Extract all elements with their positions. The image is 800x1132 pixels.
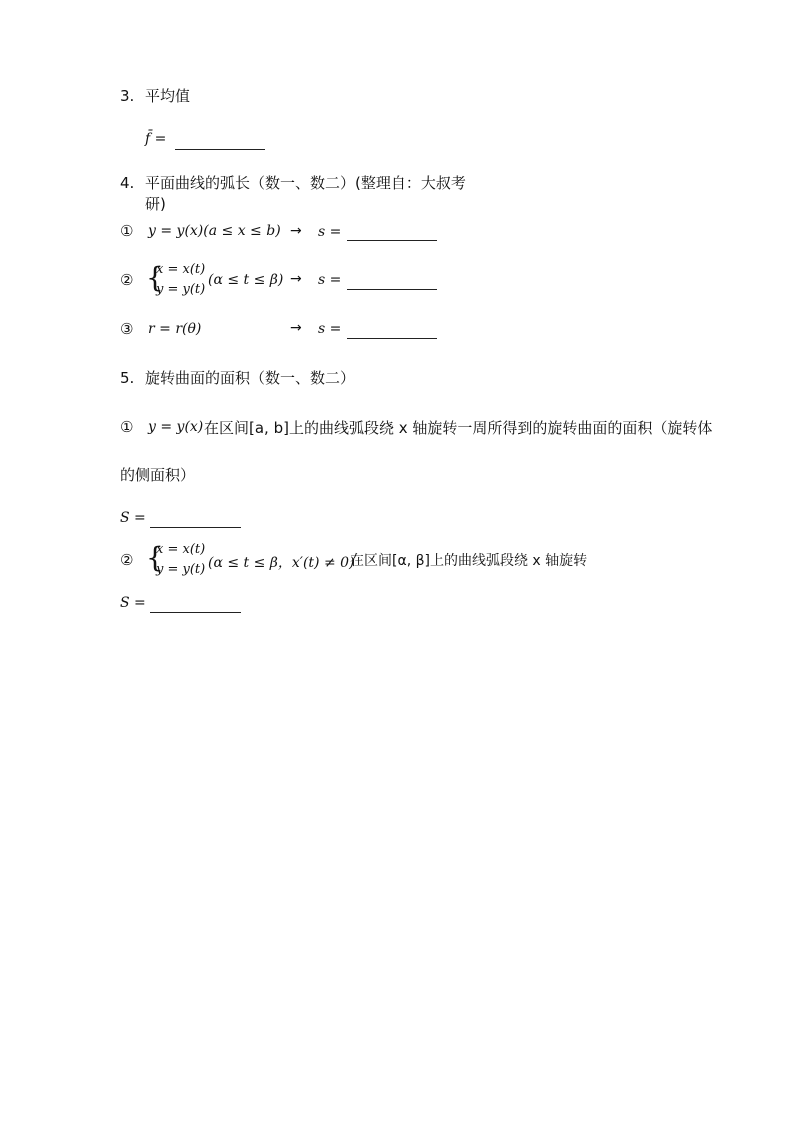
item-marker-2: ② [120, 551, 134, 569]
parametric-condition: (α ≤ t ≤ β) [208, 272, 284, 288]
parametric-x: x = x(t) [156, 262, 206, 277]
surface-area-result-label: S = [120, 595, 146, 611]
arrow-icon: → [290, 320, 302, 336]
section-4-number: 4. [120, 174, 135, 192]
mean-value-blank [175, 149, 265, 150]
item-marker-3: ③ [120, 320, 134, 338]
arc-length-cartesian-expr: y = y(x)(a ≤ x ≤ b) [148, 223, 281, 239]
arc-length-result-label: s = [318, 224, 342, 240]
arc-length-result-label: s = [318, 272, 342, 288]
section-4-title: 平面曲线的弧长（数一、数二）(整理自：大叔考 [145, 174, 466, 192]
arrow-icon: → [290, 271, 302, 287]
arrow-icon: → [290, 223, 302, 239]
surface-area-parametric-blank [150, 612, 241, 613]
item-marker-2: ② [120, 271, 134, 289]
mean-value-label: f̄ = [145, 131, 167, 147]
surface-area-description-cont: 的侧面积） [120, 466, 196, 484]
parametric-y: y = y(t) [156, 282, 206, 297]
section-3-title: 平均值 [145, 87, 191, 105]
parametric-condition: (α ≤ t ≤ β，x′(t) ≠ 0) [208, 555, 355, 571]
surface-area-cartesian-blank [150, 527, 241, 528]
surface-area-parametric-description: 在区间[α, β]上的曲线弧段绕 x 轴旋转 [350, 553, 588, 569]
parametric-x: x = x(t) [156, 542, 206, 557]
section-4-title-cont: 研) [145, 195, 166, 213]
brace-icon: { [146, 541, 164, 574]
section-5-number: 5. [120, 369, 135, 387]
surface-area-cartesian-expr: y = y(x) [148, 419, 204, 435]
parametric-y: y = y(t) [156, 562, 206, 577]
arc-length-polar-blank [347, 338, 437, 339]
arc-length-polar-expr: r = r(θ) [148, 321, 202, 337]
arc-length-result-label: s = [318, 321, 342, 337]
surface-area-result-label: S = [120, 510, 146, 526]
item-marker-1: ① [120, 222, 134, 240]
section-5-title: 旋转曲面的面积（数一、数二） [145, 369, 356, 387]
arc-length-parametric-blank [347, 289, 437, 290]
section-3-number: 3. [120, 87, 135, 105]
surface-area-description: 在区间[a, b]上的曲线弧段绕 x 轴旋转一周所得到的旋转曲面的面积（旋转体 [204, 419, 713, 437]
item-marker-1: ① [120, 418, 134, 436]
brace-icon: { [146, 261, 164, 294]
arc-length-cartesian-blank [347, 240, 437, 241]
